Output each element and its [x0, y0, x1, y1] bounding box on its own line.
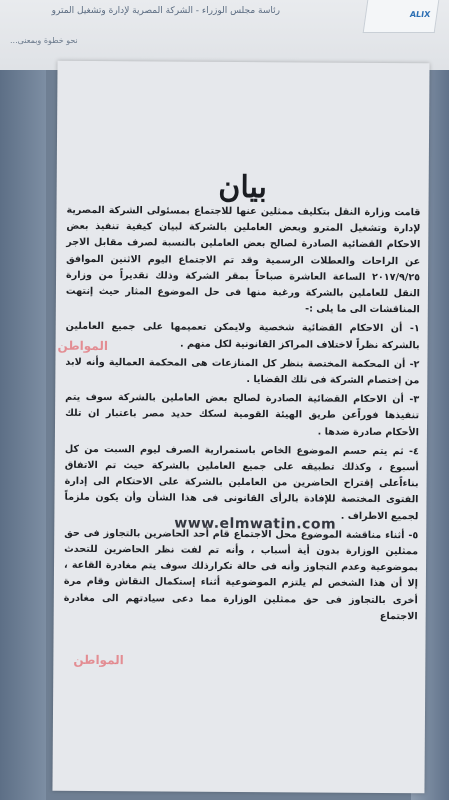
desk-surface-left [0, 60, 46, 800]
document-item-3: ٣- أن الاحكام القضائية الصادرة لصالح بعض العاملين بالشركة سوف يتم تنفيذها فوراًعن طريق الهيئة القومية لسكك حديد مصر باعتبار ان تلك الأحكام صادرة ضدها . [65, 392, 420, 438]
document-title: بيان [218, 169, 268, 206]
watermark-brand-lower: المواطن [73, 652, 124, 668]
document-item-1: ١- أن الاحكام القضائية شخصية ولايمكن تعميمها على جميع العاملين بالشركة نظراً لاختلاف المراكز القانونية لكل منهم . [65, 321, 420, 351]
letterhead-sub-line: نحو خطوة وبمعنى... [10, 36, 78, 45]
document-intro-paragraph: قامت وزارة النقل بتكليف ممثلين عنها للاجتماع بمسئولى الشركة المصرية لإدارة وتشغيل المترو وبعض العاملين بالشركة لبيان كيفية تنفيذ بعض الاحكام القضائية الصادرة لصالح بعض العاملين بالنسبة لصرف مقابل الاجر عن الراحات والعطلات الرسمية وقد تم الاجتماع اليوم الاثنين الموافق ٢٠١٧/٩/٢٥ الساعة العاشرة صباحاً بمقر الشركة وذلك تقديراً من وزارة النقل للعاملين بالشركة ورغبة منها فى حل الموضوع المثار حيث إنتهت المناقشات الى ما يلى :- [65, 204, 421, 316]
watermark-url: www.elmwatin.com [174, 515, 337, 533]
document-body [64, 203, 421, 626]
letterhead-header-line: رئاسة مجلس الوزراء - الشركة المصرية لإدارة وتشغيل المترو [51, 6, 280, 16]
document-item-5: ٥- أثناء مناقشة الموضوع محل الاجتماع قام أحد الحاضرين بالتجاوز فى حق ممثلين الوزارة بدون أية أسباب ، وأنه تم لفت نظر الحاضرين للتحدث بموضوعية وعدم التجاوز وأنه فى حالة تكرارذلك سوف يتم مغادرة القاعة ، إلا أن هذا الشخص لم يلتزم الموضوعية أثناء إستكمال النقاش وقام مرة أخرى بالتجاوز فى حق ممثلين الوزارة مما دعى سيادتهم الى مغادرة الاجتماع [63, 527, 419, 623]
document-item-2: ٢- أن المحكمة المختصة بنظر كل المنازعات هى المحكمة العمالية وأنه لابد من إختصام الشركة فى تلك القضايا . [65, 356, 420, 387]
background-letterhead-paper [0, 0, 449, 70]
document-item-4: ٤- ثم يتم حسم الموضوع الخاص باستمرارية الصرف ليوم السبت من كل أسبوع ، وكذلك تطبيقه على جميع العاملين بالشركة حيث تم الاتفاق بناءاًعلى إقتراح الحاضرين من العاملين بالشركة على الاحتكام الى إدارة الفتوى المختصة للإفادة بالرأى القانونى فى هذا الشأن وأن يكون ملزماً لجميع الاطراف . [64, 443, 419, 522]
product-box [363, 0, 440, 33]
watermark-brand-upper: المواطن [57, 338, 109, 354]
statement-document [52, 61, 429, 794]
product-box-label: ALIX [409, 10, 431, 19]
